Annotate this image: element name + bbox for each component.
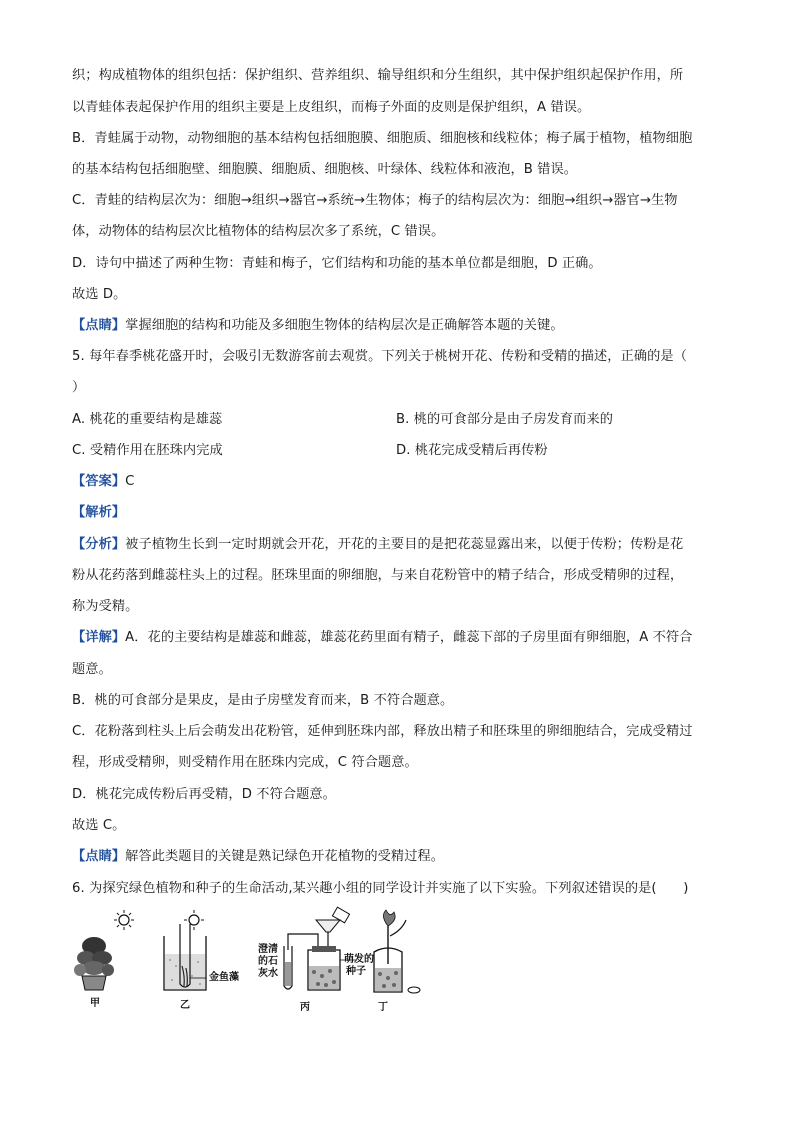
dianjing-text: 掌握细胞的结构和功能及多细胞生物体的结构层次是正确解答本题的关键。: [125, 318, 564, 333]
label-mengfa-1: 萌发的: [344, 954, 374, 965]
text-line: 故选 C。: [72, 818, 126, 833]
option-a: A. 桃花的重要结构是雄蕊: [72, 412, 223, 427]
text-line: 题意。: [72, 662, 112, 677]
answer-value: C: [125, 474, 135, 489]
answer-line: [72, 472, 724, 492]
dianjing-paragraph: [72, 847, 724, 867]
option-b: B. 桃的可食部分是由子房发育而来的: [396, 412, 614, 427]
xiangjie-tag: 【详解】: [72, 630, 126, 645]
experiment-figure: [72, 906, 432, 1016]
text-line: 粉从花药落到雌蕊柱头上的过程。胚珠里面的卵细胞，与来自花粉管中的精子结合，形成受精卵的过程，: [72, 568, 684, 583]
figure-label-jia: 甲: [90, 998, 100, 1009]
dianjing-tag: 【点睛】: [72, 849, 126, 864]
dianjing-text: 解答此类题目的关键是熟记绿色开花植物的受精过程。: [125, 849, 445, 864]
label-chengqing-2: 的石: [258, 956, 278, 967]
figure-label-bing: 丙: [300, 1002, 310, 1013]
xiangjie-text: A．花的主要结构是雄蕊和雌蕊，雄蕊花药里面有精子，雌蕊下部的子房里面有卵细胞，A 不符合: [125, 630, 693, 645]
experiment-illustration: [72, 906, 432, 1016]
option-d: D. 桃花完成受精后再传粉: [396, 443, 548, 458]
figure-label-ding: 丁: [378, 1002, 388, 1013]
label-chengqing-1: 澄清: [258, 944, 278, 955]
fenxi-line: [72, 535, 724, 555]
text-line: 称为受精。: [72, 599, 139, 614]
text-line: D．诗句中描述了两种生物：青蛙和梅子，它们结构和功能的基本单位都是细胞，D 正确。: [72, 256, 602, 271]
fenxi-text: 被子植物生长到一定时期就会开花，开花的主要目的是把花蕊显露出来，以便于传粉；传粉是花: [125, 537, 684, 552]
label-mengfa-2: 种子: [346, 966, 366, 977]
text-line: D．桃花完成传粉后再受精，D 不符合题意。: [72, 787, 336, 802]
answer-tag: 【答案】: [72, 474, 126, 489]
figure-label-yi: 乙: [180, 1000, 190, 1011]
label-chengqing-3: 灰水: [258, 968, 278, 979]
jiexi-tag: 【解析】: [72, 505, 126, 520]
question-6-stem: 6. 为探究绿色植物和种子的生命活动,某兴趣小组的同学设计并实施了以下实验。下列叙述错误的是( ): [72, 881, 689, 896]
text-line: B．青蛙属于动物，动物细胞的基本结构包括细胞膜、细胞质、细胞核和线粒体；梅子属于植物，植物细胞: [72, 131, 693, 146]
option-c: C. 受精作用在胚珠内完成: [72, 443, 223, 458]
text-line: 以青蛙体表起保护作用的组织主要是上皮组织，而梅子外面的皮则是保护组织，A 错误。: [72, 100, 591, 115]
options-row-2: [72, 441, 724, 461]
text-line: 织；构成植物体的组织包括：保护组织、营养组织、输导组织和分生组织，其中保护组织起保护作用，所: [72, 68, 684, 83]
label-jinyuzao: 金鱼藻: [209, 972, 239, 983]
xiangjie-line: [72, 628, 724, 648]
text-line: 的基本结构包括细胞壁、细胞膜、细胞质、细胞核、叶绿体、线粒体和液泡，B 错误。: [72, 162, 578, 177]
dianjing-tag: 【点睛】: [72, 318, 126, 333]
seed-bottle-illustration: [258, 907, 374, 1013]
candle-bottle-illustration: [374, 910, 420, 1013]
text-line: B．桃的可食部分是果皮，是由子房壁发育而来，B 不符合题意。: [72, 693, 454, 708]
text-line: C．花粉落到柱头上后会萌发出花粉管，延伸到胚珠内部，释放出精子和胚珠里的卵细胞结合，完成受精过: [72, 724, 693, 739]
text-line: 程，形成受精卵，则受精作用在胚珠内完成，C 符合题意。: [72, 755, 418, 770]
plant-pot-illustration: [74, 910, 134, 1009]
text-line: 体，动物体的结构层次比植物体的结构层次多了系统，C 错误。: [72, 224, 445, 239]
question-5-stem-end: ）: [72, 380, 86, 395]
dianjing-paragraph: [72, 316, 724, 336]
jiexi-line: [72, 503, 724, 523]
question-5-stem: 5. 每年春季桃花盛开时，会吸引无数游客前去观赏。下列关于桃树开花、传粉和受精的描述，正确的是（: [72, 349, 688, 364]
text-line: 故选 D。: [72, 287, 127, 302]
fenxi-tag: 【分析】: [72, 537, 126, 552]
options-row-1: [72, 410, 724, 430]
beaker-illustration: [164, 910, 239, 1011]
text-line: C．青蛙的结构层次为：细胞→组织→器官→系统→生物体；梅子的结构层次为：细胞→组织→器官→生物: [72, 193, 678, 208]
